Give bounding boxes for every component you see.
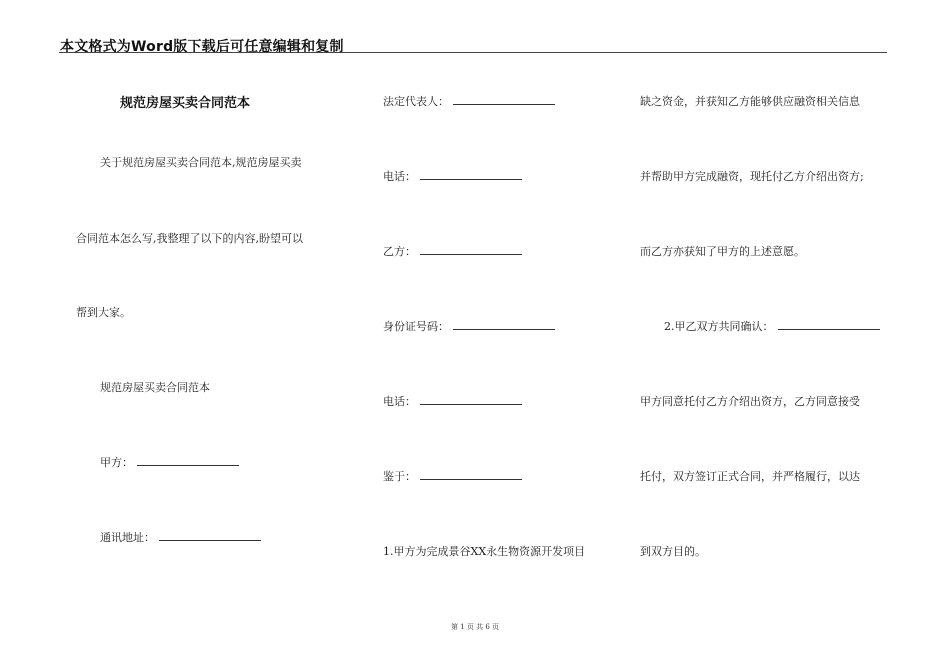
document-title: 规范房屋买卖合同范本 <box>120 96 251 111</box>
party-a-field <box>100 454 239 470</box>
intro-line-2: 合同范本怎么写,我整理了以下的内容,盼望可以 <box>76 232 303 245</box>
col3-line-6: 到双方目的。 <box>640 545 706 558</box>
whereas-field <box>383 468 522 484</box>
clause-2-blank <box>778 319 880 330</box>
intro-line-1: 关于规范房屋买卖合同范本,规范房屋买卖 <box>100 156 302 169</box>
phone-blank-1 <box>420 169 522 180</box>
legal-rep-label: 法定代表人： <box>383 95 449 108</box>
whereas-blank <box>420 469 522 480</box>
col3-line-3: 而乙方亦获知了甲方的上述意愿。 <box>640 245 805 258</box>
phone-field-1 <box>383 168 522 184</box>
party-b-blank <box>420 244 522 255</box>
phone-field-2 <box>383 393 522 409</box>
legal-rep-field <box>383 93 555 109</box>
party-a-blank <box>137 455 239 466</box>
address-label: 通讯地址： <box>100 531 155 544</box>
address-blank <box>159 530 261 541</box>
party-b-field <box>383 243 522 259</box>
header-divider <box>59 52 887 53</box>
clause-1-line: 1.甲方为完成景谷XX永生物资源开发项目 <box>383 545 586 558</box>
whereas-label: 鉴于： <box>383 470 416 483</box>
clause-2-field <box>664 318 880 334</box>
party-b-label: 乙方： <box>383 245 416 258</box>
document-banner: 本文格式为Word版下载后可任意编辑和复制 <box>60 39 344 55</box>
phone-label-2: 电话： <box>383 395 416 408</box>
address-field <box>100 529 261 545</box>
id-number-blank <box>453 319 555 330</box>
clause-2-label: 2.甲乙双方共同确认： <box>664 320 774 333</box>
phone-label-1: 电话： <box>383 170 416 183</box>
col3-line-1: 缺之资金，并获知乙方能够供应融资相关信息 <box>640 95 860 108</box>
legal-rep-blank <box>453 94 555 105</box>
id-number-field <box>383 318 555 334</box>
contract-subtitle: 规范房屋买卖合同范本 <box>100 381 210 394</box>
col3-line-4: 甲方同意托付乙方介绍出资方，乙方同意接受 <box>640 395 860 408</box>
id-number-label: 身份证号码： <box>383 320 449 333</box>
party-a-label: 甲方： <box>100 456 133 469</box>
intro-line-3: 帮到大家。 <box>76 306 131 319</box>
phone-blank-2 <box>420 394 522 405</box>
page-number: 第 1 页 共 6 页 <box>450 623 500 631</box>
col3-line-5: 托付，双方签订正式合同，并严格履行，以达 <box>640 470 860 483</box>
col3-line-2: 并帮助甲方完成融资，现托付乙方介绍出资方; <box>640 170 864 183</box>
